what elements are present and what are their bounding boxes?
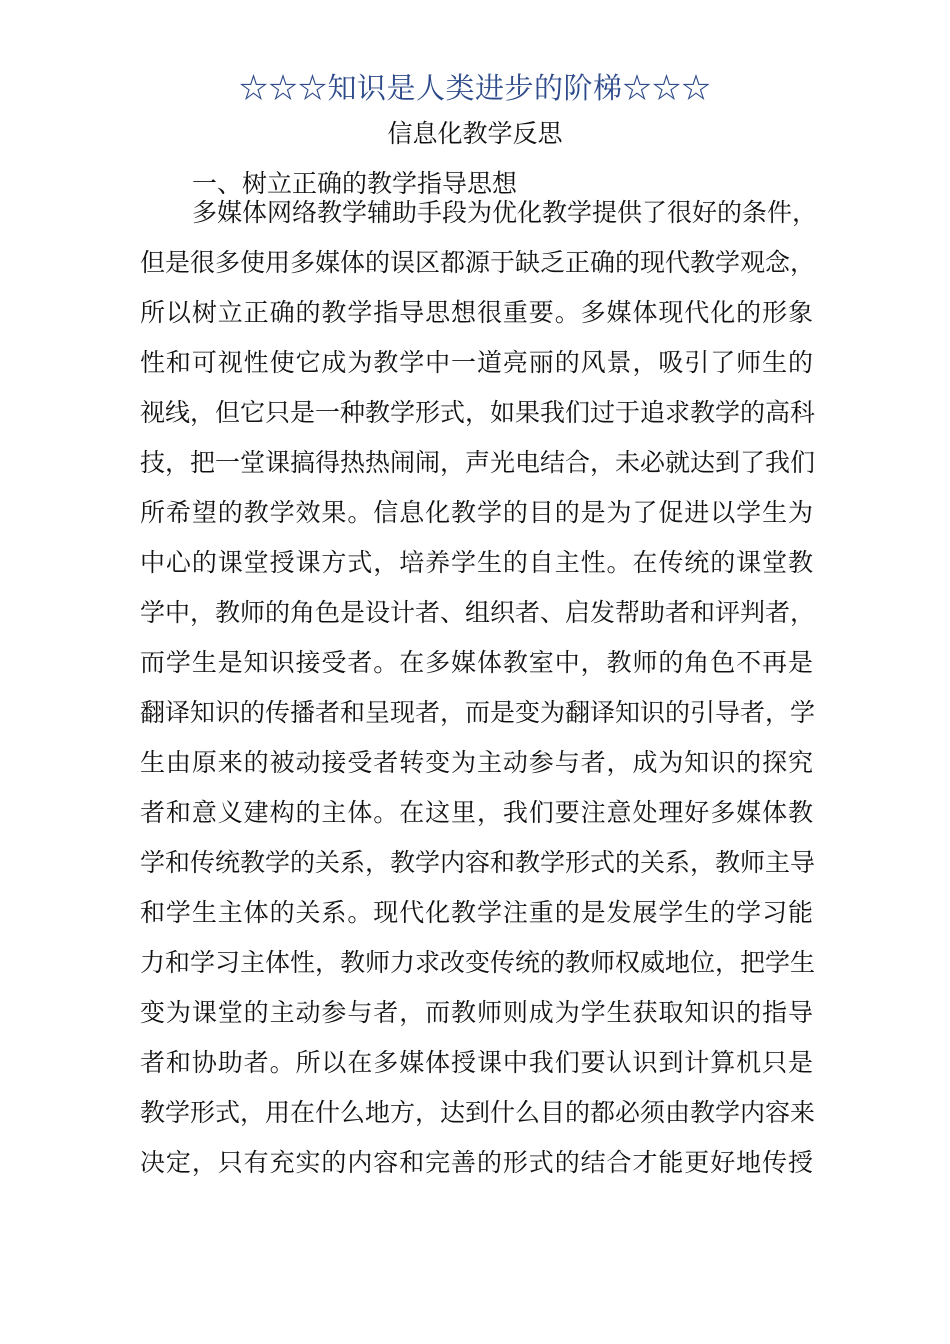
paragraph-line: 生由原来的被动接受者转变为主动参与者，成为知识的探究 — [140, 748, 813, 777]
paragraph-line: 性和可视性使它成为教学中一道亮丽的风景，吸引了师生的 — [140, 348, 813, 377]
document-title: 信息化教学反思 — [387, 119, 563, 148]
paragraph-line: 翻译知识的传播者和呈现者，而是变为翻译知识的引导者，学 — [140, 698, 816, 727]
paragraph-line: 技，把一堂课搞得热热闹闹，声光电结合，未必就达到了我们 — [140, 448, 816, 477]
paragraph-line: 者和协助者。所以在多媒体授课中我们要认识到计算机只是 — [140, 1048, 813, 1077]
paragraph-line: 和学生主体的关系。现代化教学注重的是发展学生的学习能 — [140, 898, 813, 927]
paragraph-line: 学中，教师的角色是设计者、组织者、启发帮助者和评判者， — [140, 598, 816, 627]
paragraph-line: 所以树立正确的教学指导思想很重要。多媒体现代化的形象 — [140, 298, 813, 327]
body-paragraph — [140, 188, 818, 1188]
paragraph-line: 教学形式，用在什么地方，达到什么目的都必须由教学内容来 — [140, 1098, 816, 1127]
paragraph-line: 者和意义建构的主体。在这里，我们要注意处理好多媒体教 — [140, 798, 813, 827]
paragraph-line: 但是很多使用多媒体的误区都源于缺乏正确的现代教学观念， — [140, 248, 816, 277]
paragraph-line: 而学生是知识接受者。在多媒体教室中，教师的角色不再是 — [140, 648, 813, 677]
paragraph-line: 视线，但它只是一种教学形式，如果我们过于追求教学的高科 — [140, 398, 816, 427]
paragraph-line: 多媒体网络教学辅助手段为优化教学提供了很好的条件， — [192, 198, 818, 227]
paragraph-line: 变为课堂的主动参与者，而教师则成为学生获取知识的指导 — [140, 998, 813, 1027]
paragraph-line: 力和学习主体性，教师力求改变传统的教师权威地位，把学生 — [140, 948, 816, 977]
paragraph-line: 中心的课堂授课方式，培养学生的自主性。在传统的课堂教 — [140, 548, 813, 577]
section-heading: 一、树立正确的教学指导思想 — [192, 169, 518, 198]
paragraph-line: 学和传统教学的关系，教学内容和教学形式的关系，教师主导 — [140, 848, 816, 877]
paragraph-line: 所希望的教学效果。信息化教学的目的是为了促进以学生为 — [140, 498, 813, 527]
header-title: ☆☆☆知识是人类进步的阶梯☆☆☆ — [238, 71, 711, 105]
paragraph-line: 决定，只有充实的内容和完善的形式的结合才能更好地传授 — [140, 1148, 813, 1177]
